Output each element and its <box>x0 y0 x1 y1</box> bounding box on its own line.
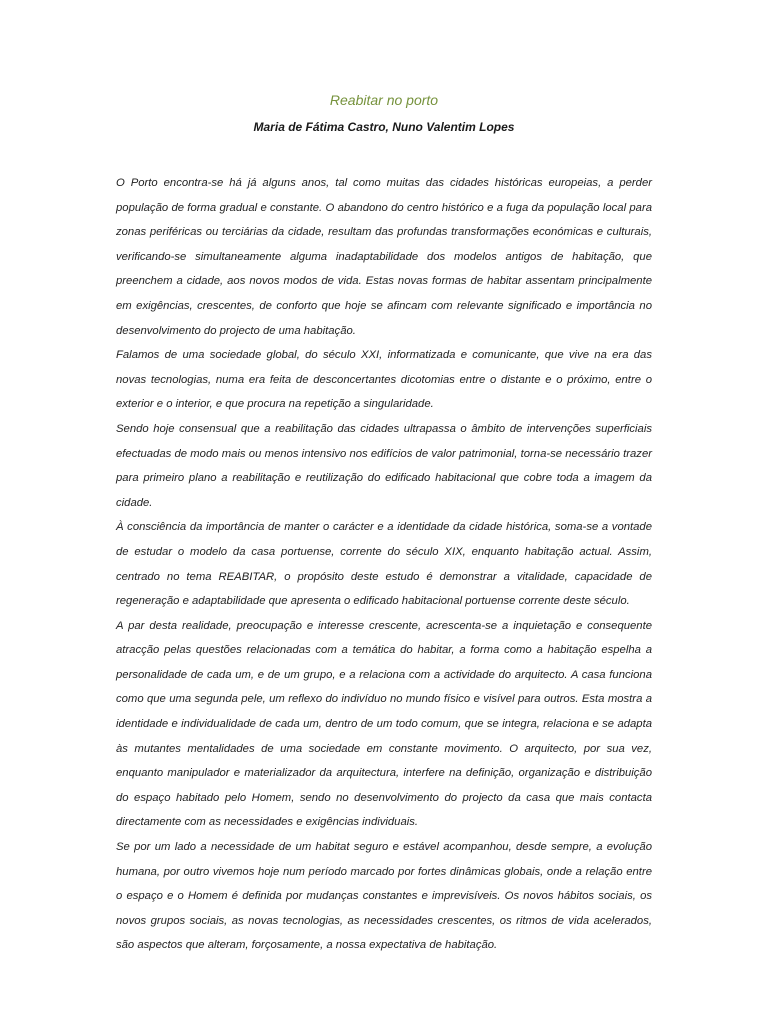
paragraph: A par desta realidade, preocupação e interesse crescente, acrescenta-se a inquietação e consequente atracção pelas questões relacionadas com a temática do habitar, a forma como a habitação espelha a personalidade de cada um, e de um grupo, e a relaciona com a actividade do arquitecto. A casa funciona como que uma segunda pele, um reflexo do indivíduo no mundo físico e visível para outros. Esta mostra a identidade e individualidade de cada um, dentro de um todo comum, que se integra, relaciona e se adapta às mutantes mentalidades de uma sociedade em constante movimento. O arquitecto, por sua vez, enquanto manipulador e materializador da arquitectura, interfere na definição, organização e distribuição do espaço habitado pelo Homem, sendo no desenvolvimento do projecto da casa que mais contacta directamente com as necessidades e exigências individuais. <box>116 619 652 829</box>
document-title: Reabitar no porto <box>329 92 439 108</box>
document-authors: Maria de Fátima Castro, Nuno Valentim Lopes <box>253 120 515 134</box>
paragraph: Se por um lado a necessidade de um habitat seguro e estável acompanhou, desde sempre, a evolução humana, por outro vivemos hoje num período marcado por fortes dinâmicas globais, onde a relação entre o espaço e o Homem é definida por mudanças constantes e imprevisíveis. Os novos hábitos sociais, os novos grupos sociais, as novas tecnologias, as necessidades crescentes, os ritmos de vida acelerados, são aspectos que alteram, forçosamente, a nossa expectativa de habitação. <box>116 841 652 952</box>
paragraph: Sendo hoje consensual que a reabilitação das cidades ultrapassa o âmbito de intervenções superficiais efectuadas de modo mais ou menos intensivo nos edifícios de valor patrimonial, torna-se necessário trazer para primeiro plano a reabilitação e reutilização do edificado habitacional que cobre toda a imagem da cidade. <box>116 422 652 509</box>
paragraph: O Porto encontra-se há já alguns anos, tal como muitas das cidades históricas europeias, a perder população de forma gradual e constante. O abandono do centro histórico e a fuga da população local para zonas periféricas ou terciárias da cidade, resultam das profundas transformações económicas e culturais, verificando-se simultaneamente alguma inadaptabilidade dos modelos antigos de habitação, que preenchem a cidade, aos novos modos de vida. Estas novas formas de habitar assentam principalmente em exigências, crescentes, de conforto que hoje se afincam com relevante significado e importância no desenvolvimento do projecto de uma habitação. <box>116 177 652 337</box>
paragraph: À consciência da importância de manter o carácter e a identidade da cidade histórica, soma-se a vontade de estudar o modelo da casa portuense, corrente do século XIX, enquanto habitação actual. Assim, centrado no tema REABITAR, o propósito deste estudo é demonstrar a vitalidade, capacidade de regeneração e adaptabilidade que apresenta o edificado habitacional portuense corrente deste século. <box>116 521 652 608</box>
document-body <box>116 171 652 958</box>
paragraph: Falamos de uma sociedade global, do século XXI, informatizada e comunicante, que vive na era das novas tecnologias, numa era feita de desconcertantes dicotomias entre o distante e o próximo, entre o exterior e o interior, e que procura na repetição a singularidade. <box>116 349 652 411</box>
